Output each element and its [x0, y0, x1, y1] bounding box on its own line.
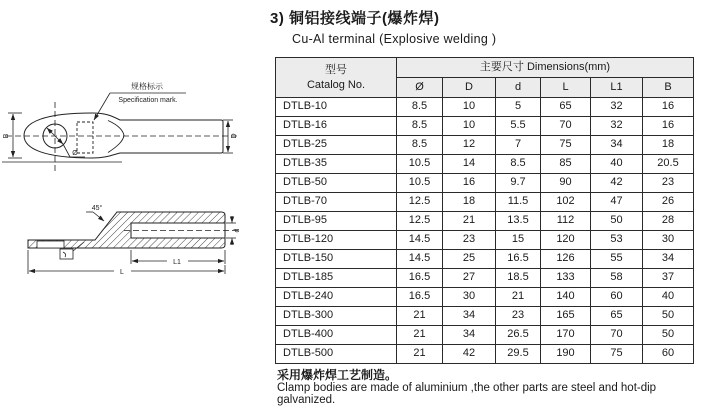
- dimension-cell: 14.5: [397, 250, 443, 269]
- table-row: [276, 98, 694, 117]
- dimension-cell: 75: [591, 345, 643, 364]
- table-row: [276, 193, 694, 212]
- table-header-row: [276, 58, 694, 78]
- dimension-cell: 10.5: [397, 174, 443, 193]
- dimension-cell: 40: [591, 155, 643, 174]
- footnote-en: Clamp bodies are made of aluminium ,the other parts are steel and hot-dip galvanized.: [277, 382, 657, 406]
- dim-label-hole: Ø: [72, 150, 78, 157]
- dim-label-D: D: [231, 133, 238, 139]
- angle-leader: [93, 212, 104, 221]
- dimension-cell: 21: [397, 326, 443, 345]
- spec-mark-label-en: Specification mark.: [118, 97, 178, 104]
- dimension-cell: 34: [643, 250, 694, 269]
- dimension-cell: 20.5: [643, 155, 694, 174]
- table-row: [276, 136, 694, 155]
- dimension-cell: 7: [496, 136, 541, 155]
- dimension-cell: 102: [541, 193, 591, 212]
- footnote-cn: 采用爆炸焊工艺制造。: [277, 368, 398, 382]
- dimension-cell: 165: [541, 307, 591, 326]
- dimension-cell: 65: [591, 307, 643, 326]
- catalog-header-en: Catalog No.: [306, 78, 366, 91]
- dimension-cell: 53: [591, 231, 643, 250]
- dimension-cell: 12.5: [397, 193, 443, 212]
- dimension-cell: 16: [443, 174, 496, 193]
- terminal-outline: [24, 113, 223, 158]
- table-row: [276, 345, 694, 364]
- dimension-cell: 170: [541, 326, 591, 345]
- catalog-no-cell: DTLB-95: [276, 212, 397, 231]
- dimension-cell: 14.5: [397, 231, 443, 250]
- table-row: [276, 231, 694, 250]
- catalog-no-cell: DTLB-25: [276, 136, 397, 155]
- dimension-cell: 5.5: [496, 117, 541, 136]
- dimension-cell: 16: [643, 98, 694, 117]
- dimension-cell: 60: [591, 288, 643, 307]
- dimension-cell: 5: [496, 98, 541, 117]
- catalog-no-cell: DTLB-10: [276, 98, 397, 117]
- table-row: [276, 117, 694, 136]
- dimension-cell: 90: [541, 174, 591, 193]
- col-header-L1: L1: [591, 78, 643, 98]
- dimension-cell: 10.5: [397, 155, 443, 174]
- side-section-drawing: [28, 212, 238, 274]
- spec-leader-line: [94, 93, 110, 120]
- dimensions-header-cell: 主要尺寸 Dimensions(mm): [397, 58, 694, 78]
- dimension-cell: 27: [443, 269, 496, 288]
- dim-label-L: L: [120, 269, 124, 276]
- col-header-diameter: Ø: [397, 78, 443, 98]
- table-row: [276, 155, 694, 174]
- dimension-cell: 12: [443, 136, 496, 155]
- dimension-cell: 40: [643, 288, 694, 307]
- catalog-no-cell: DTLB-500: [276, 345, 397, 364]
- catalog-header-cell: [276, 58, 397, 98]
- dimension-cell: 58: [591, 269, 643, 288]
- dimension-cell: 28: [643, 212, 694, 231]
- dimension-cell: 21: [496, 288, 541, 307]
- spec-mark-zone: [77, 122, 93, 153]
- dimension-cell: 21: [443, 212, 496, 231]
- dimension-cell: 12.5: [397, 212, 443, 231]
- weld-symbol-box: [60, 249, 73, 259]
- dimension-cell: 11.5: [496, 193, 541, 212]
- dimension-cell: 112: [541, 212, 591, 231]
- dimension-cell: 23: [643, 174, 694, 193]
- table-row: [276, 288, 694, 307]
- dimension-cell: 10: [443, 117, 496, 136]
- page-title: 3) 铜铝接线端子(爆炸焊): [270, 10, 440, 27]
- dimension-cell: 140: [541, 288, 591, 307]
- table-row: [276, 269, 694, 288]
- table-row: [276, 212, 694, 231]
- angle-label: 45°: [91, 205, 103, 212]
- terminal-drawing: [0, 78, 242, 282]
- table-row: [276, 307, 694, 326]
- col-header-B: B: [643, 78, 694, 98]
- dimension-cell: 30: [643, 231, 694, 250]
- table-row: [276, 250, 694, 269]
- dimension-cell: 32: [591, 117, 643, 136]
- tongue-inset: [37, 241, 64, 248]
- dimension-cell: 8.5: [496, 155, 541, 174]
- dimension-cell: 16.5: [397, 269, 443, 288]
- dimension-cell: 23: [443, 231, 496, 250]
- catalog-header-cn: 型号: [325, 63, 347, 76]
- dimensions-table: [275, 57, 694, 364]
- catalog-no-cell: DTLB-120: [276, 231, 397, 250]
- dimension-cell: 23: [496, 307, 541, 326]
- dimension-cell: 190: [541, 345, 591, 364]
- col-header-D: D: [443, 78, 496, 98]
- catalog-no-cell: DTLB-50: [276, 174, 397, 193]
- dim-label-d-bore: d: [234, 228, 241, 233]
- catalog-no-cell: DTLB-70: [276, 193, 397, 212]
- col-header-L: L: [541, 78, 591, 98]
- dimension-cell: 47: [591, 193, 643, 212]
- dim-label-B: B: [3, 133, 10, 139]
- dimension-cell: 16: [643, 117, 694, 136]
- dimension-cell: 15: [496, 231, 541, 250]
- catalog-no-cell: DTLB-300: [276, 307, 397, 326]
- dimension-cell: 60: [643, 345, 694, 364]
- dimension-cell: 25: [443, 250, 496, 269]
- dimension-cell: 8.5: [397, 117, 443, 136]
- dimension-cell: 8.5: [397, 136, 443, 155]
- dimension-cell: 26.5: [496, 326, 541, 345]
- dim-label-L1: L1: [173, 259, 181, 266]
- dimension-cell: 85: [541, 155, 591, 174]
- dimension-cell: 50: [643, 307, 694, 326]
- dimension-cell: 42: [591, 174, 643, 193]
- dimension-cell: 50: [643, 326, 694, 345]
- dimension-cell: 18.5: [496, 269, 541, 288]
- dimension-cell: 55: [591, 250, 643, 269]
- spec-mark-label-cn: 规格标示: [131, 82, 163, 91]
- dimension-cell: 16.5: [496, 250, 541, 269]
- dimension-cell: 21: [397, 307, 443, 326]
- dimension-cell: 29.5: [496, 345, 541, 364]
- dimension-cell: 9.7: [496, 174, 541, 193]
- dimension-cell: 126: [541, 250, 591, 269]
- dimension-cell: 13.5: [496, 212, 541, 231]
- weld-seam-line: [108, 121, 124, 153]
- catalog-no-cell: DTLB-240: [276, 288, 397, 307]
- table-row: [276, 174, 694, 193]
- dimension-cell: 34: [443, 326, 496, 345]
- dimension-cell: 18: [443, 193, 496, 212]
- catalog-no-cell: DTLB-400: [276, 326, 397, 345]
- table-row: [276, 326, 694, 345]
- dimension-cell: 133: [541, 269, 591, 288]
- catalog-no-cell: DTLB-185: [276, 269, 397, 288]
- dimension-cell: 21: [397, 345, 443, 364]
- catalog-no-cell: DTLB-150: [276, 250, 397, 269]
- dimension-cell: 70: [591, 326, 643, 345]
- top-view-drawing: [2, 93, 238, 172]
- dimension-cell: 8.5: [397, 98, 443, 117]
- page-subtitle: Cu-Al terminal (Explosive welding ): [292, 32, 497, 46]
- catalog-no-cell: DTLB-35: [276, 155, 397, 174]
- dimension-cell: 16.5: [397, 288, 443, 307]
- dimension-cell: 10: [443, 98, 496, 117]
- dimension-cell: 32: [591, 98, 643, 117]
- dimension-cell: 14: [443, 155, 496, 174]
- dimension-cell: 70: [541, 117, 591, 136]
- dimension-cell: 37: [643, 269, 694, 288]
- dimension-cell: 26: [643, 193, 694, 212]
- col-header-d: d: [496, 78, 541, 98]
- dimension-cell: 30: [443, 288, 496, 307]
- dimension-cell: 34: [443, 307, 496, 326]
- dimension-cell: 50: [591, 212, 643, 231]
- catalog-no-cell: DTLB-16: [276, 117, 397, 136]
- dimension-cell: 18: [643, 136, 694, 155]
- dimension-cell: 42: [443, 345, 496, 364]
- dimension-cell: 65: [541, 98, 591, 117]
- dimension-cell: 75: [541, 136, 591, 155]
- dimension-cell: 120: [541, 231, 591, 250]
- dimension-cell: 34: [591, 136, 643, 155]
